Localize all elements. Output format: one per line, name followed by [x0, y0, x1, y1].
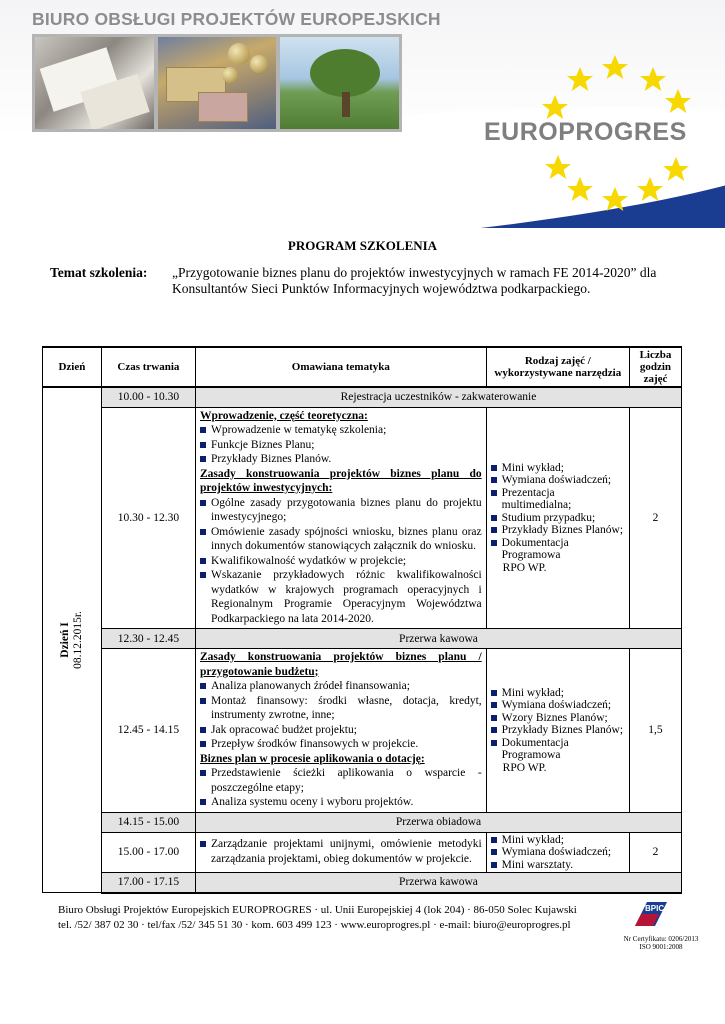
form-item: Mini wykład;: [491, 687, 625, 700]
break-cell: Przerwa kawowa: [195, 629, 681, 649]
table-header-row: [43, 347, 682, 387]
form-item-continued: RPO WP.: [502, 561, 547, 574]
form-item: Wymiana doświadczeń;: [491, 699, 625, 712]
time-cell: 14.15 - 15.00: [101, 812, 195, 832]
topic-heading: Zasady konstruowania projektów biznes planu do projektów inwestycyjnych:: [199, 467, 482, 494]
form-item: Studium przypadku;: [491, 512, 625, 525]
break-cell: Rejestracja uczestników - zakwaterowanie: [195, 387, 681, 407]
header-hours: Liczba godzin zajęć: [629, 347, 681, 387]
topic-item: Jak opracować budżet projektu;: [200, 723, 482, 738]
topics-cell: [195, 649, 486, 813]
topic-heading: Wprowadzenie, część teoretyczna:: [199, 409, 368, 422]
form-item: Przykłady Biznes Planów;: [491, 524, 625, 537]
form-item: Mini warsztaty.: [491, 859, 625, 872]
photo-documents: [35, 37, 154, 129]
table-row: [43, 649, 682, 813]
form-item: Dokumentacja Programowa: [491, 537, 625, 562]
form-item: Dokumentacja Programowa: [491, 737, 625, 762]
time-cell: 10.00 - 10.30: [101, 387, 195, 407]
form-item: Przykłady Biznes Planów;: [491, 724, 625, 737]
day-label: Dzień I: [58, 622, 71, 658]
day-date: 08.12.2015r.: [71, 611, 84, 669]
topic-heading: Zasady konstruowania projektów biznes planu / przygotowanie budżetu;: [199, 651, 482, 678]
topic-item: Przepływ środków finansowych w projekcie.: [200, 737, 482, 752]
form-item: Mini wykład;: [491, 834, 625, 847]
topic-item: Ogólne zasady przygotowania biznes planu do projektu inwestycyjnego;: [200, 496, 482, 525]
footer-line-contact: tel. /52/ 387 02 30 · tel/fax /52/ 345 51 30 · kom. 603 499 123 · www.europrogres.pl · e-mail: biuro@europrogres.pl: [58, 919, 571, 931]
header-day: Dzień: [43, 347, 102, 387]
table-row: [43, 629, 682, 649]
bpic-logo-icon: [633, 896, 669, 930]
topic-item: Funkcje Biznes Planu;: [200, 438, 482, 453]
forms-cell: [486, 832, 629, 873]
bpic-logo-text: BPIC: [645, 904, 665, 913]
topic-item: Wskazanie przykładowych różnic kwalifikowalności wydatków w krajowych programach operacyjnych i Regionalnym Programie Operacyjnym Województwa Podkarpackiego na lata 2014-2020.: [200, 568, 482, 626]
form-item: Prezentacja multimedialna;: [491, 487, 625, 512]
program-table: [42, 346, 682, 894]
time-cell: 15.00 - 17.00: [101, 832, 195, 873]
topic-item: Kwalifikowalność wydatków w projekcie;: [200, 554, 482, 569]
header-banner: [0, 0, 725, 228]
hours-cell: 2: [629, 832, 681, 873]
certificate-iso: ISO 9001:2008: [639, 943, 683, 951]
form-item: Wzory Biznes Planów;: [491, 712, 625, 725]
table-row: [43, 407, 682, 629]
topic-item: Przykłady Biznes Planów.: [200, 452, 482, 467]
document-title: PROGRAM SZKOLENIA: [287, 238, 438, 253]
table-row: [43, 387, 682, 407]
forms-cell: [486, 407, 629, 629]
table-row: [43, 812, 682, 832]
topic-text: „Przygotowanie biznes planu do projektów inwestycyjnych w ramach FE 2014-2020” dla Konsultantów Sieci Punktów Informacyjnych województwa podkarpackiego.: [172, 265, 657, 296]
topic-label: Temat szkolenia:: [50, 265, 148, 280]
topic-item: Analiza planowanych źródeł finansowania;: [200, 679, 482, 694]
hours-cell: 2: [629, 407, 681, 629]
topic-item: Omówienie zasady spójności wniosku, biznes planu oraz innych dokumentów stanowiących załącznik do wniosku.: [200, 525, 482, 554]
header-form: Rodzaj zajęć / wykorzystywane narzędzia: [486, 347, 629, 387]
forms-cell: [486, 649, 629, 813]
topics-cell: [195, 407, 486, 629]
break-cell: Przerwa kawowa: [195, 873, 681, 893]
form-item: Wymiana doświadczeń;: [491, 846, 625, 859]
form-item: Wymiana doświadczeń;: [491, 474, 625, 487]
topic-item: Analiza systemu oceny i wyboru projektów.: [200, 795, 482, 810]
header-time: Czas trwania: [101, 347, 195, 387]
header-topic: Omawiana tematyka: [195, 347, 486, 387]
topics-cell: [195, 832, 486, 873]
topic-item: Montaż finansowy: środki własne, dotacja, kredyt, instrumenty zwrotne, inne;: [200, 694, 482, 723]
banner-photo-strip: [32, 34, 402, 132]
photo-euro-money: [158, 37, 277, 129]
topic-item: Zarządzanie projektami unijnymi, omówienie metodyki zarządzania projektami, obieg dokumentów w projekcie.: [200, 837, 482, 866]
day-cell: [43, 387, 102, 893]
break-cell: Przerwa obiadowa: [195, 812, 681, 832]
footer-line-address: Biuro Obsługi Projektów Europejskich EUROPROGRES · ul. Unii Europejskiej 4 (lok 204) · 86-050 Solec Kujawski: [58, 904, 577, 916]
footer-address: [58, 903, 577, 933]
photo-tree: [280, 37, 399, 129]
table-row: [43, 832, 682, 873]
topic-heading: Biznes plan w procesie aplikowania o dotację:: [199, 752, 425, 765]
topic-item: Wprowadzenie w tematykę szkolenia;: [200, 423, 482, 438]
hours-cell: 1,5: [629, 649, 681, 813]
certificate-info: [606, 935, 716, 951]
certificate-number: Nr Certyfikatu: 0206/2013: [623, 935, 699, 943]
table-row: [43, 873, 682, 893]
topic-item: Przedstawienie ścieżki aplikowania o wsparcie - poszczególne etapy;: [200, 766, 482, 795]
banner-title: BIURO OBSŁUGI PROJEKTÓW EUROPEJSKICH: [32, 9, 441, 29]
form-item-continued: RPO WP.: [502, 761, 547, 774]
brand-wordmark: EUROPROGRES: [484, 118, 687, 146]
time-cell: 10.30 - 12.30: [101, 407, 195, 629]
form-item: Mini wykład;: [491, 462, 625, 475]
time-cell: 17.00 - 17.15: [101, 873, 195, 893]
time-cell: 12.30 - 12.45: [101, 629, 195, 649]
time-cell: 12.45 - 14.15: [101, 649, 195, 813]
